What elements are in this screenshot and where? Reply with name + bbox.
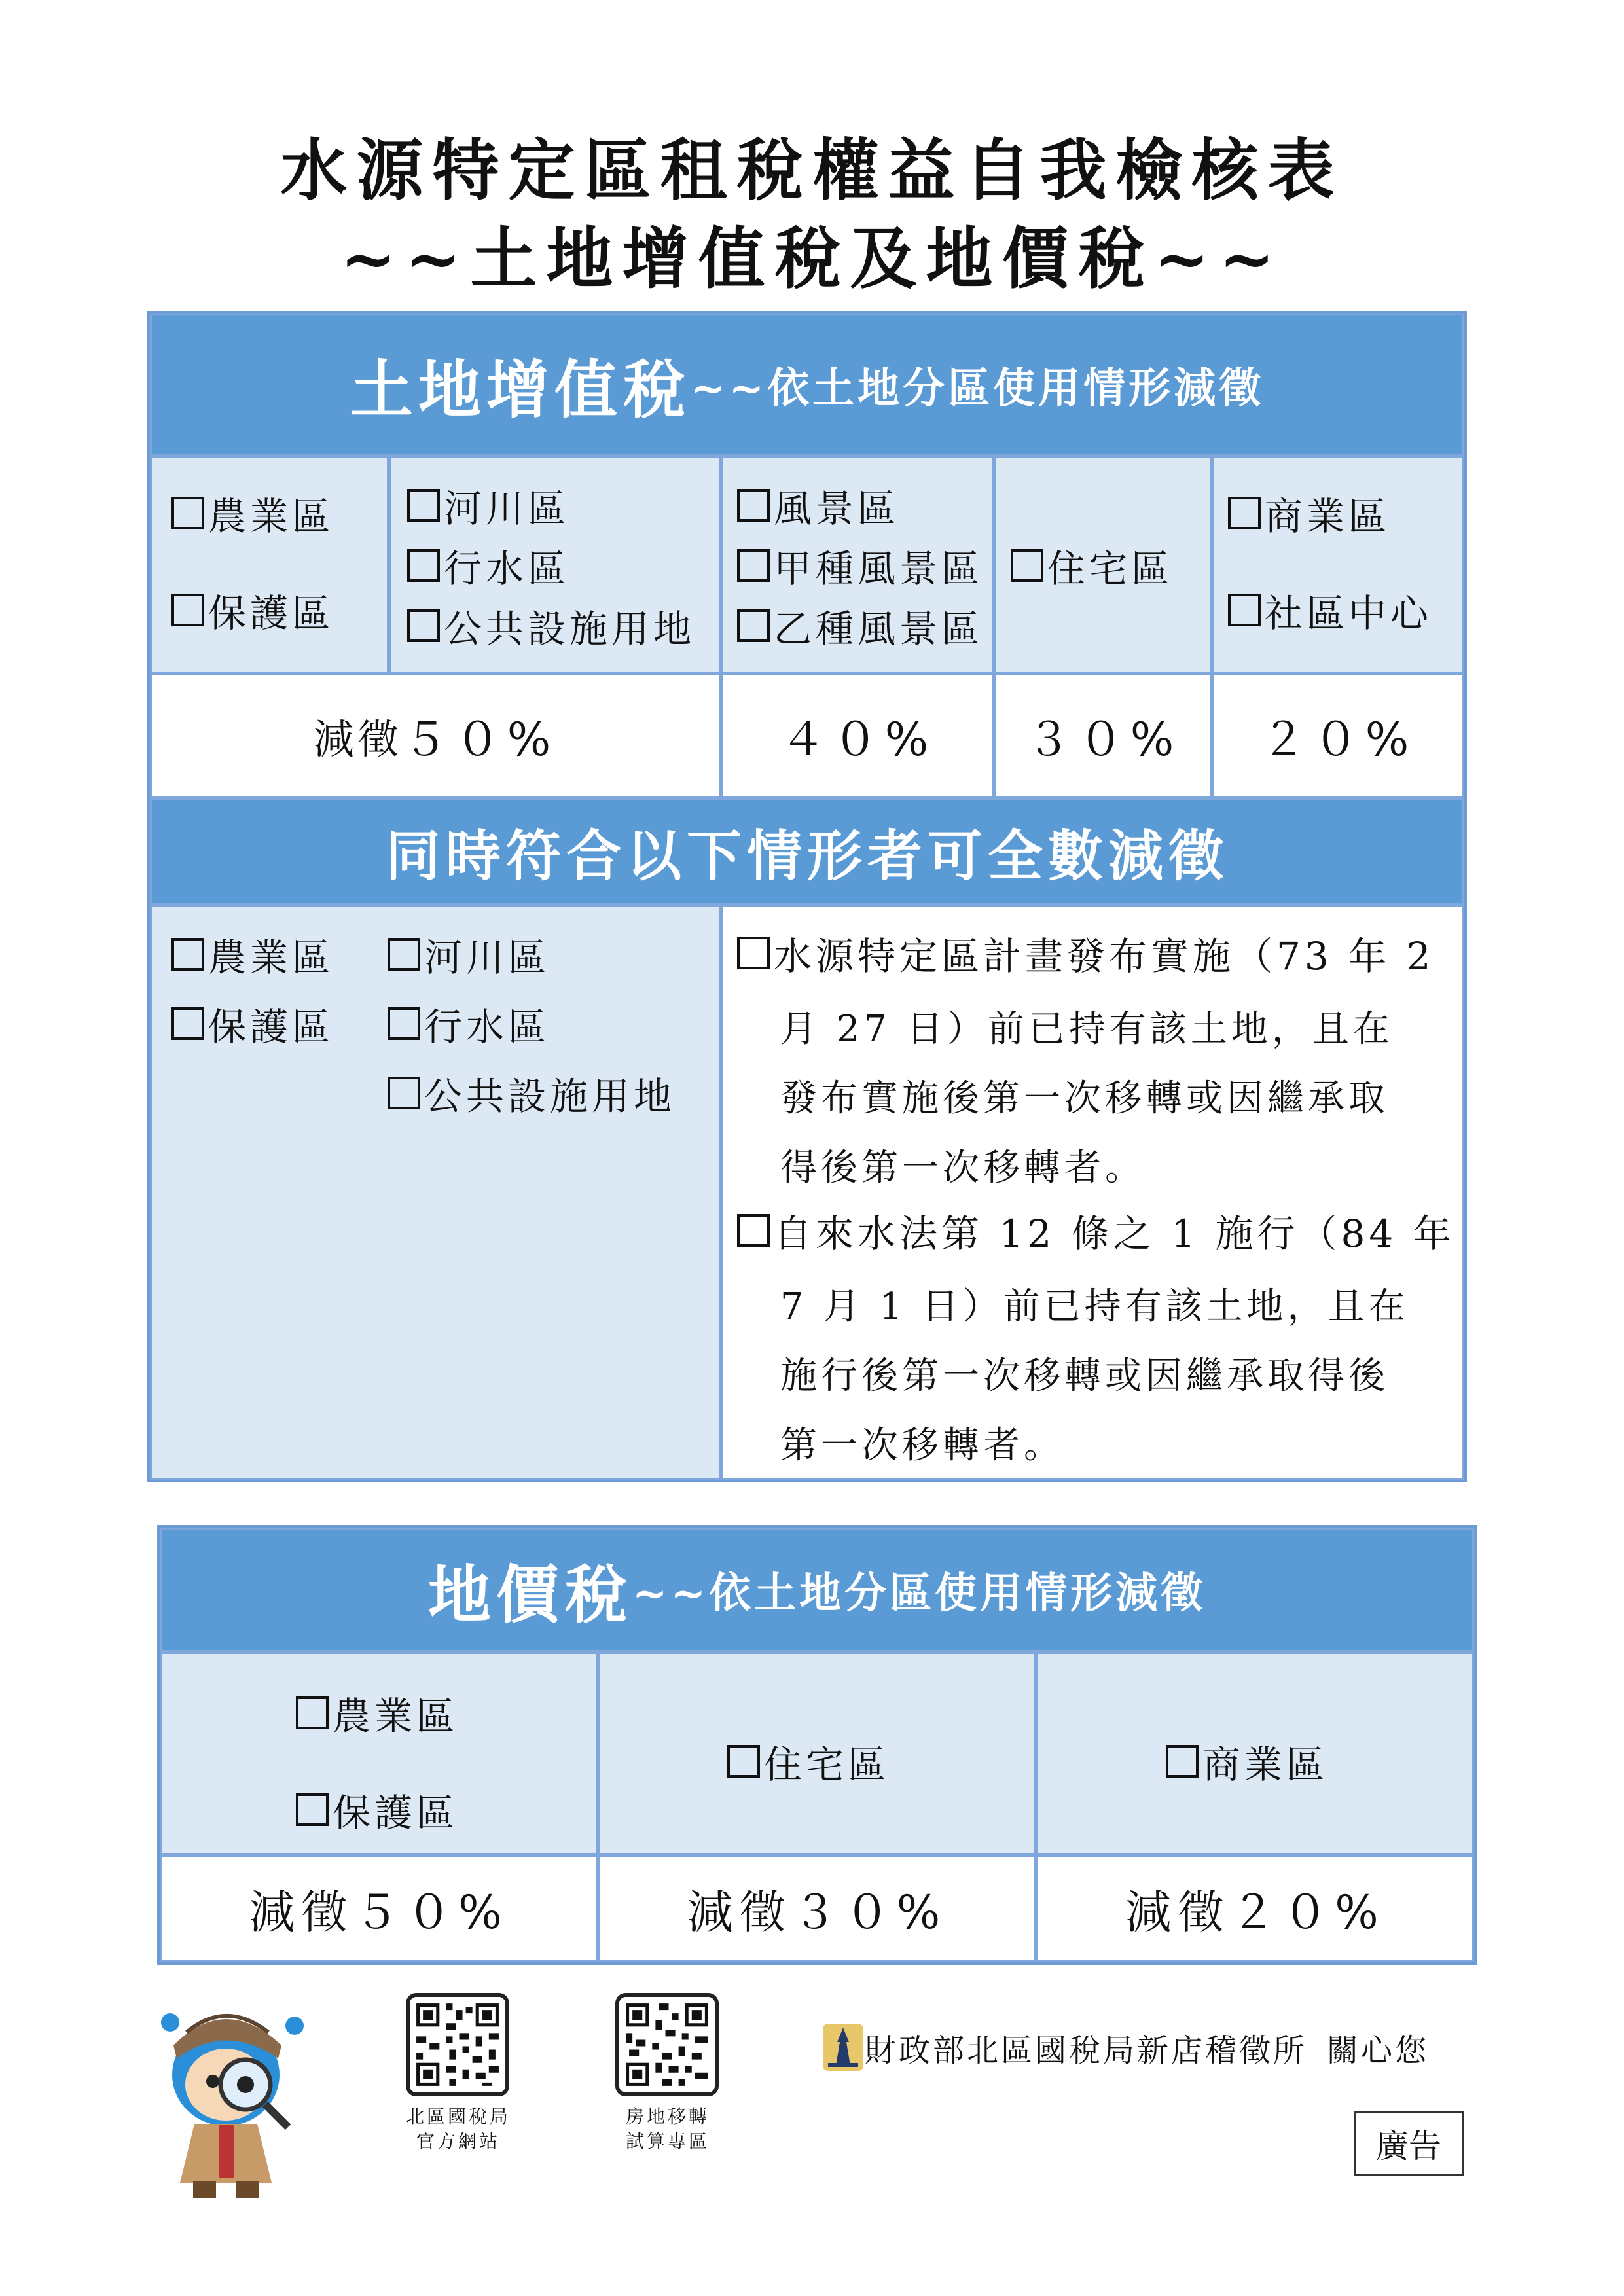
lt-header-sub: ~~依土地分區使用情形減徵 [632, 1569, 1206, 1618]
lt-option-residential[interactable]: 住宅區 [727, 1734, 890, 1789]
qr-code-transfer-calculator[interactable] [615, 1993, 719, 2096]
checkbox-icon[interactable] [388, 938, 420, 971]
full-option-public-facility[interactable]: 公共設施用地 [388, 1066, 676, 1121]
lt-col1 [160, 1652, 598, 1855]
detective-mascot-icon [147, 1986, 317, 2202]
condition-2-text: 7 月 1 日）前已持有該土地，且在 施行後第一次移轉或因繼承取得後 第一次移轉者。 [780, 1285, 1409, 1467]
qr-code-official-site[interactable] [406, 1993, 509, 2096]
option-public-facility[interactable]: 公共設施用地 [407, 598, 695, 653]
checkbox-icon[interactable] [296, 1793, 329, 1826]
land-value-increment-tax-table [147, 311, 1467, 1482]
lt-header-main: 地價稅 [427, 1557, 632, 1632]
page-title: 水源特定區租稅權益自我檢核表 [280, 132, 1344, 210]
option-community-center[interactable]: 社區中心 [1228, 583, 1432, 637]
checkbox-icon[interactable] [737, 1214, 770, 1247]
option-protection[interactable]: 保護區 [171, 583, 334, 637]
option-agricultural[interactable]: 農業區 [171, 486, 334, 541]
checkbox-icon[interactable] [1011, 549, 1043, 582]
checkbox-icon[interactable] [737, 549, 770, 582]
lvt-header [150, 314, 1464, 456]
option-commercial[interactable]: 商業區 [1228, 486, 1390, 541]
qr2-caption: 房地移轉 試算專區 [625, 2106, 710, 2152]
qr1-caption: 北區國稅局 官方網站 [405, 2106, 511, 2152]
lt-option-protection[interactable]: 保護區 [296, 1782, 458, 1837]
checkbox-icon[interactable] [296, 1696, 329, 1729]
checkbox-icon[interactable] [407, 489, 440, 522]
rate-prefix: 減徵 [313, 715, 403, 763]
lvt-col1 [150, 456, 389, 673]
rate-value: ５０% [402, 712, 558, 766]
checkbox-icon[interactable] [171, 594, 204, 626]
checkbox-icon[interactable] [388, 1077, 420, 1109]
option-scenic-a[interactable]: 甲種風景區 [737, 538, 983, 593]
lt-rate-50: 減徵５０% [160, 1855, 598, 1962]
option-river[interactable]: 河川區 [407, 478, 569, 533]
checkbox-icon[interactable] [171, 497, 204, 529]
checkbox-icon[interactable] [1228, 594, 1261, 626]
lt-col3 [1036, 1652, 1474, 1855]
lvt-col2 [389, 456, 721, 673]
page-subtitle: ~~土地增值稅及地價稅~~ [340, 220, 1284, 298]
option-residential[interactable]: 住宅區 [1011, 538, 1173, 593]
ad-label: 廣告 [1354, 2111, 1464, 2176]
full-exemption-conditions [721, 905, 1464, 1480]
lvt-col5 [1212, 456, 1464, 673]
lvt-header-main: 土地增值稅 [350, 352, 691, 427]
lt-rate-20: 減徵２０% [1036, 1855, 1474, 1962]
full-option-protection[interactable]: 保護區 [171, 996, 334, 1051]
checkbox-icon[interactable] [388, 1007, 420, 1040]
option-scenic-b[interactable]: 乙種風景區 [737, 598, 983, 653]
checkbox-icon[interactable] [727, 1745, 760, 1778]
checkbox-icon[interactable] [407, 609, 440, 642]
lvt-rate-50 [150, 673, 721, 798]
lvt-col4 [994, 456, 1212, 673]
full-exemption-header: 同時符合以下情形者可全數減徵 [150, 798, 1464, 905]
lvt-col3 [721, 456, 994, 673]
condition-1-text: 月 27 日）前已持有該土地，且在 發布實施後第一次移轉或因繼承取 得後第一次移轉者。 [780, 1008, 1394, 1189]
tax-bureau-logo-icon [821, 2022, 865, 2072]
checkbox-icon[interactable] [171, 1007, 204, 1040]
lt-col2 [598, 1652, 1036, 1855]
checkbox-icon[interactable] [737, 937, 770, 969]
full-option-river[interactable]: 河川區 [388, 927, 550, 982]
qr-code-icon [619, 1997, 715, 2092]
checkbox-icon[interactable] [1166, 1745, 1199, 1778]
checkbox-icon[interactable] [407, 549, 440, 582]
option-floodway[interactable]: 行水區 [407, 538, 569, 593]
checkbox-icon[interactable] [171, 938, 204, 971]
condition-1[interactable]: 水源特定區計畫發布實施（73 年 2 [737, 925, 1435, 980]
option-scenic[interactable]: 風景區 [737, 478, 899, 533]
lt-header [160, 1528, 1474, 1652]
full-option-floodway[interactable]: 行水區 [388, 996, 550, 1051]
lvt-rate-40: ４０% [721, 673, 994, 798]
condition-2[interactable]: 自來水法第 12 條之 1 施行（84 年 [737, 1203, 1455, 1258]
full-option-agricultural[interactable]: 農業區 [171, 927, 334, 982]
full-exemption-zones [150, 905, 721, 1480]
land-value-tax-table [157, 1525, 1477, 1965]
qr-code-icon [410, 1997, 505, 2092]
care-text: 關心您 [1327, 2032, 1430, 2069]
lvt-rate-30: ３０% [994, 673, 1212, 798]
checkbox-icon[interactable] [737, 609, 770, 642]
checkbox-icon[interactable] [1228, 497, 1261, 529]
lt-option-commercial[interactable]: 商業區 [1166, 1734, 1328, 1789]
lvt-rate-20: ２０% [1212, 673, 1464, 798]
lt-rate-30: 減徵３０% [598, 1855, 1036, 1962]
lt-option-agricultural[interactable]: 農業區 [296, 1685, 458, 1740]
organization-name: 財政部北區國稅局新店稽徵所 [865, 2032, 1308, 2069]
organization-line [821, 2022, 1429, 2072]
checkbox-icon[interactable] [737, 489, 770, 522]
lvt-header-sub: ~~依土地分區使用情形減徵 [690, 364, 1265, 413]
